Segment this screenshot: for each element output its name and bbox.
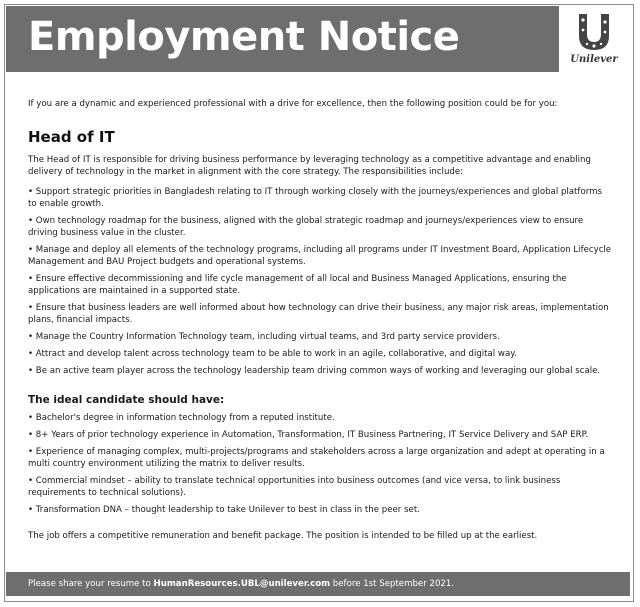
closing-text: The job offers a competitive remuneration and benefit package. The position is intended to be filled up at the earliest. bbox=[28, 531, 538, 541]
email-link[interactable]: HumanResources.UBL@unilever.com bbox=[153, 579, 331, 589]
footer-suffix: before 1st September 2021. bbox=[330, 579, 455, 589]
candidate-heading: The ideal candidate should have: bbox=[28, 394, 225, 406]
unilever-logo-icon bbox=[575, 12, 613, 52]
responsibilities-list bbox=[28, 186, 612, 377]
list-item: • Transformation DNA – thought leadership to take Unilever to best in class in the peer set. bbox=[28, 505, 420, 515]
page-title: Employment Notice bbox=[28, 14, 460, 60]
requirements-list bbox=[28, 412, 612, 516]
job-description: The Head of IT is responsible for driving business performance by leveraging technology as a competitive advantage and enabling delivery of technology in the market in alignment with the core strategy. The responsibilities include: bbox=[28, 155, 591, 177]
list-item: • Support strategic priorities in Bangladesh relating to IT through working closely with the journeys/experiences and global platforms to enable growth. bbox=[28, 187, 602, 209]
footer-banner bbox=[6, 572, 630, 596]
list-item: • Ensure effective decommissioning and life cycle management of all local and Business Managed Applications, ensuring the applications are maintained in a supported state. bbox=[28, 274, 567, 296]
list-item: • Bachelor's degree in information technology from a reputed institute. bbox=[28, 413, 335, 423]
job-title: Head of IT bbox=[28, 128, 115, 146]
list-item: • Commercial mindset – ability to translate technical opportunities into business outcomes (and vice versa, to link business requirements to technical solutions). bbox=[28, 476, 561, 498]
list-item: • Be an active team player across the technology leadership team driving common ways of working and leveraging our global scale. bbox=[28, 366, 601, 376]
list-item: • Experience of managing complex, multi-projects/programs and stakeholders across a large organization and adept at operating in a multi country environment utilizing the matrix to deliver results. bbox=[28, 447, 605, 469]
logo bbox=[561, 6, 627, 72]
list-item: • Manage and deploy all elements of the technology programs, including all programs under IT Investment Board, Application Lifecycle Management and BAU Project budgets and operational systems. bbox=[28, 245, 612, 267]
list-item: • 8+ Years of prior technology experience in Automation, Transformation, IT Business Partnering, IT Service Delivery and SAP ERP. bbox=[28, 430, 589, 440]
logo-wordmark: Unilever bbox=[570, 54, 618, 65]
header-banner bbox=[6, 6, 559, 72]
notice-body bbox=[28, 98, 612, 542]
list-item: • Ensure that business leaders are well informed about how technology can drive their business, any major risk areas, implementation plans, financial impacts. bbox=[28, 303, 609, 325]
footer-prefix: Please share your resume to bbox=[28, 579, 154, 589]
list-item: • Own technology roadmap for the business, aligned with the global strategic roadmap and journeys/experiences view to ensure driving business value in the cluster. bbox=[28, 216, 584, 238]
intro-text: If you are a dynamic and experienced professional with a drive for excellence, then the following position could be for you: bbox=[28, 99, 558, 109]
footer-text bbox=[28, 572, 454, 596]
list-item: • Manage the Country Information Technology team, including virtual teams, and 3rd party service providers. bbox=[28, 332, 500, 342]
list-item: • Attract and develop talent across technology team to be able to work in an agile, collaborative, and digital way. bbox=[28, 349, 517, 359]
